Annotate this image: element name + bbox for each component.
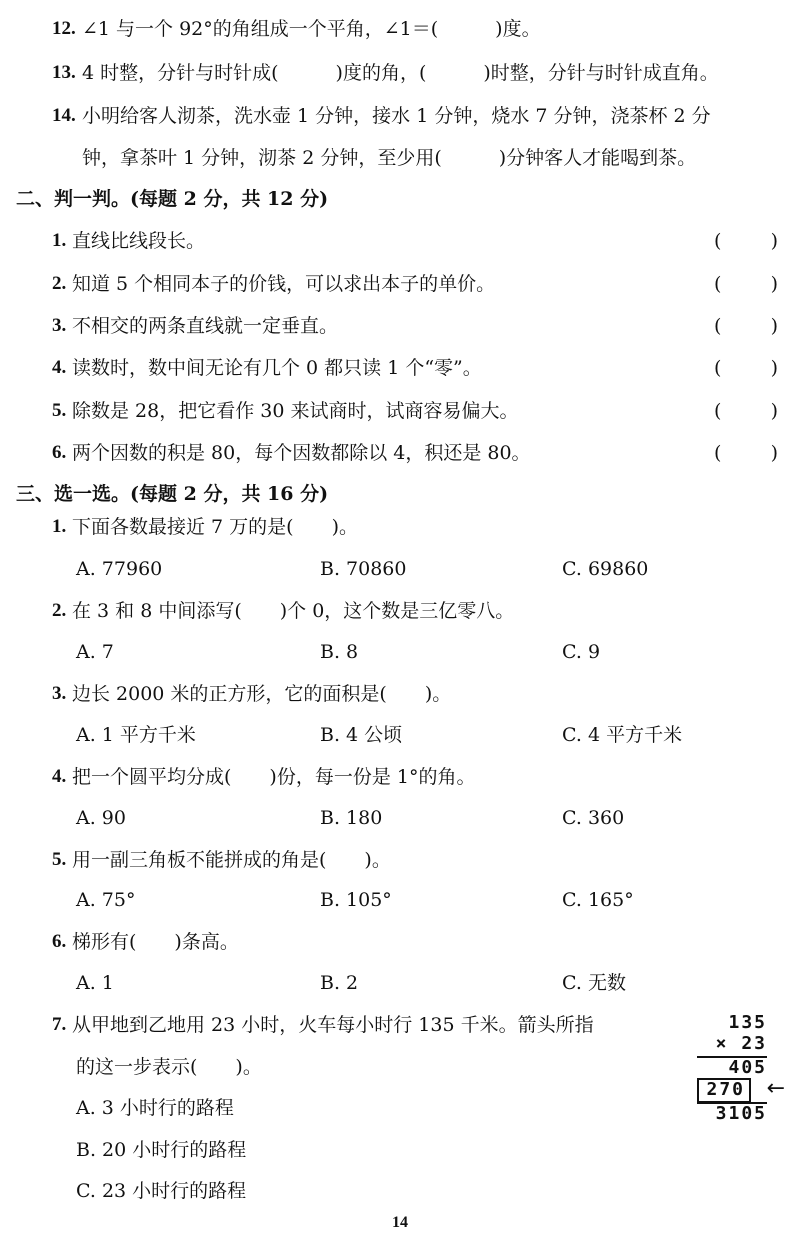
question-text: 的这一步表示( )。	[76, 1056, 262, 1078]
fill-question-13	[0, 56, 800, 90]
question-number: 1.	[52, 230, 67, 251]
choose-item-4	[0, 760, 800, 794]
choose-item-3-options	[0, 718, 800, 752]
question-number: 2.	[52, 273, 67, 294]
page-number: 14	[392, 1214, 408, 1231]
question-number: 13.	[52, 62, 76, 83]
option-c[interactable]: C. 23 小时行的路程	[76, 1180, 247, 1202]
choose-item-7-option-a	[0, 1091, 800, 1125]
option-b[interactable]: B. 8	[320, 641, 359, 663]
question-text: 从甲地到乙地用 23 小时，火车每小时行 135 千米。箭头所指	[72, 1014, 594, 1036]
question-text: 钟，拿茶叶 1 分钟，沏茶 2 分钟，至少用( )分钟客人才能喝到茶。	[82, 147, 697, 169]
option-a[interactable]: A. 7	[76, 641, 114, 663]
question-text: 4 时整，分针与时针成( )度的角，( )时整，分针与时针成直角。	[82, 62, 719, 84]
choose-item-7-continued	[0, 1050, 800, 1084]
option-a[interactable]: A. 1	[76, 972, 114, 994]
question-text: 用一副三角板不能拼成的角是( )。	[72, 849, 391, 871]
question-number: 1.	[52, 516, 67, 537]
option-b[interactable]: B. 2	[320, 972, 359, 994]
question-number: 6.	[52, 442, 67, 463]
choose-item-1-options	[0, 552, 800, 586]
question-text: 下面各数最接近 7 万的是( )。	[72, 516, 358, 538]
question-text: 知道 5 个相同本子的价钱，可以求出本子的单价。	[72, 273, 496, 295]
section-title-choose: 三、选一选。(每题 2 分，共 16 分)	[16, 483, 329, 505]
question-text: 除数是 28，把它看作 30 来试商时，试商容易偏大。	[72, 400, 519, 422]
question-text: 在 3 和 8 中间添写( )个 0，这个数是三亿零八。	[72, 600, 515, 622]
option-b[interactable]: B. 180	[320, 807, 383, 829]
question-number: 4.	[52, 766, 67, 787]
judge-item-6: 6. 两个因数的积是 80，每个因数都除以 4，积还是 80。 ( )	[0, 436, 800, 470]
choose-item-6	[0, 925, 800, 959]
arrow-left-icon: ←	[766, 1076, 785, 1101]
product-result: 3105	[715, 1103, 767, 1124]
option-b[interactable]: B. 70860	[320, 558, 407, 580]
multiplier: × 23	[715, 1033, 767, 1054]
question-text: 读数时，数中间无论有几个 0 都只读 1 个“零”。	[72, 357, 482, 379]
option-b[interactable]: B. 4 公顷	[320, 724, 403, 746]
choose-item-7-option-c	[0, 1174, 800, 1208]
multiplicand: 135	[728, 1012, 767, 1033]
question-text: 小明给客人沏茶，洗水壶 1 分钟，接水 1 分钟，烧水 7 分钟，浇茶杯 2 分	[82, 105, 711, 127]
choose-item-6-options	[0, 966, 800, 1000]
choose-item-3	[0, 677, 800, 711]
question-number: 6.	[52, 931, 67, 952]
judge-item-2: 2. 知道 5 个相同本子的价钱，可以求出本子的单价。 ( )	[0, 267, 800, 301]
question-number: 4.	[52, 357, 67, 378]
question-number: 5.	[52, 400, 67, 421]
choose-item-2-options	[0, 635, 800, 669]
question-text: 两个因数的积是 80，每个因数都除以 4，积还是 80。	[72, 442, 531, 464]
option-c[interactable]: C. 4 平方千米	[562, 724, 683, 746]
fill-question-14-continued	[0, 141, 800, 175]
partial-product-2: 270	[706, 1079, 745, 1100]
choose-item-5-options	[0, 883, 800, 917]
choose-item-2	[0, 594, 800, 628]
partial-product-1: 405	[728, 1057, 767, 1078]
option-a[interactable]: A. 75°	[76, 889, 136, 911]
choose-item-5	[0, 843, 800, 877]
question-number: 2.	[52, 600, 67, 621]
question-number: 3.	[52, 315, 67, 336]
question-text: 边长 2000 米的正方形，它的面积是( )。	[72, 683, 452, 705]
option-b[interactable]: B. 20 小时行的路程	[76, 1139, 247, 1161]
question-text: 把一个圆平均分成( )份，每一份是 1°的角。	[72, 766, 476, 788]
choose-item-4-options	[0, 801, 800, 835]
choose-item-7-option-b	[0, 1133, 800, 1167]
question-number: 3.	[52, 683, 67, 704]
choose-item-7	[0, 1008, 800, 1042]
option-c[interactable]: C. 69860	[562, 558, 649, 580]
judge-item-4: 4. 读数时，数中间无论有几个 0 都只读 1 个“零”。 ( )	[0, 351, 800, 385]
option-a[interactable]: A. 90	[76, 807, 126, 829]
judge-item-3: 3. 不相交的两条直线就一定垂直。 ( )	[0, 309, 800, 343]
choose-item-1	[0, 510, 800, 544]
judge-item-1: 1. 直线比线段长。 ( )	[0, 224, 800, 258]
fill-question-12	[0, 12, 800, 46]
question-text: 不相交的两条直线就一定垂直。	[72, 315, 339, 337]
fill-question-14	[0, 99, 800, 133]
section-title-judge: 二、判一判。(每题 2 分，共 12 分)	[16, 188, 329, 210]
option-c[interactable]: C. 360	[562, 807, 625, 829]
option-c[interactable]: C. 9	[562, 641, 601, 663]
question-number: 5.	[52, 849, 67, 870]
option-b[interactable]: B. 105°	[320, 889, 392, 911]
question-number: 14.	[52, 105, 76, 126]
option-a[interactable]: A. 77960	[76, 558, 163, 580]
option-a[interactable]: A. 1 平方千米	[76, 724, 196, 746]
option-c[interactable]: C. 无数	[562, 972, 626, 994]
vertical-multiplication	[695, 1012, 785, 1124]
question-number: 12.	[52, 18, 76, 39]
question-text: 直线比线段长。	[72, 230, 206, 252]
question-text: 梯形有( )条高。	[72, 931, 239, 953]
judge-item-5: 5. 除数是 28，把它看作 30 来试商时，试商容易偏大。 ( )	[0, 394, 800, 428]
question-text: ∠1 与一个 92°的角组成一个平角，∠1＝( )度。	[82, 18, 541, 40]
question-number: 7.	[52, 1014, 67, 1035]
option-a[interactable]: A. 3 小时行的路程	[76, 1097, 234, 1119]
option-c[interactable]: C. 165°	[562, 889, 634, 911]
